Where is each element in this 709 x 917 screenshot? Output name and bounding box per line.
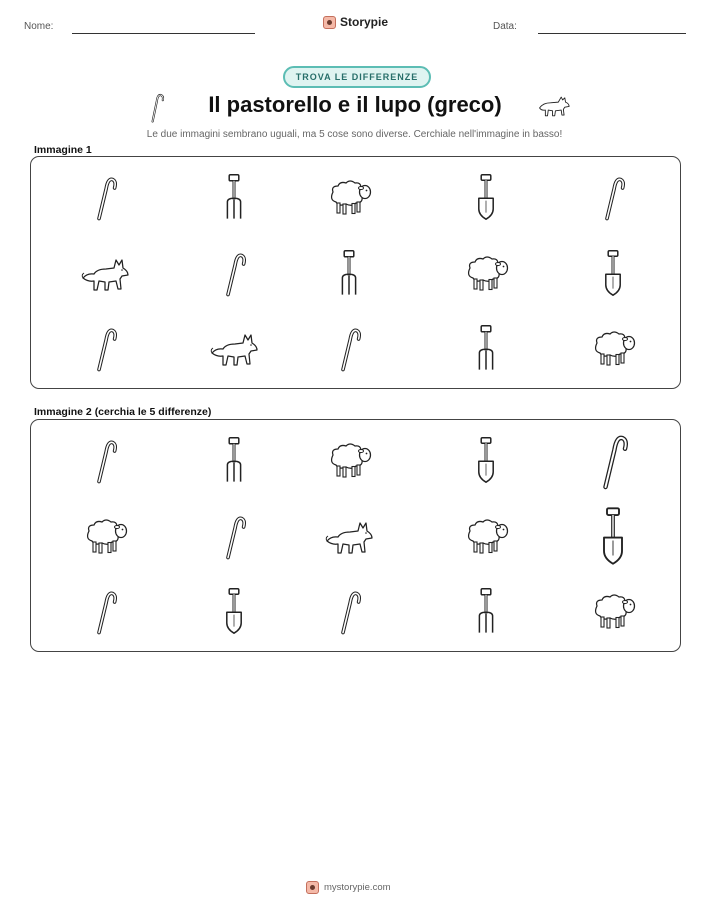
pitchfork-icon[interactable]	[222, 435, 246, 485]
brand-name: Storypie	[340, 15, 389, 29]
footer	[306, 881, 391, 894]
wolf-title-icon	[536, 90, 572, 125]
wolf-icon	[80, 251, 130, 295]
crook-icon	[601, 172, 625, 222]
page-title: Il pastorello e il lupo (greco)	[208, 92, 502, 117]
shovel-icon[interactable]	[598, 502, 628, 570]
sheep-icon[interactable]	[80, 515, 130, 557]
crook-icon	[337, 323, 361, 373]
date-label: Data:	[493, 21, 517, 32]
image-1-panel	[30, 156, 681, 389]
footer-url[interactable]: mystorypie.com	[324, 882, 391, 893]
shovel-icon	[601, 248, 625, 298]
sheep-icon[interactable]	[588, 590, 638, 632]
crook-icon	[222, 248, 246, 298]
crook-icon[interactable]	[93, 435, 117, 485]
brand	[323, 15, 388, 29]
crook-icon[interactable]	[337, 586, 361, 636]
crook-icon	[93, 172, 117, 222]
panel2-label: Immagine 2 (cerchia le 5 differenze)	[34, 406, 212, 418]
crook-icon[interactable]	[93, 586, 117, 636]
activity-badge: TROVA LE DIFFERENZE	[283, 66, 431, 88]
crook-icon[interactable]	[598, 427, 628, 493]
panel1-label: Immagine 1	[34, 144, 92, 156]
shovel-icon	[474, 172, 498, 222]
shovel-icon[interactable]	[222, 586, 246, 636]
wolf-icon	[209, 326, 259, 370]
sheep-icon	[461, 252, 511, 294]
wolf-icon[interactable]	[324, 514, 374, 558]
pitchfork-icon[interactable]	[474, 586, 498, 636]
shovel-icon[interactable]	[474, 435, 498, 485]
instructions: Le due immagini sembrano uguali, ma 5 cose sono diverse. Cerchiale nell'immagine in basso!	[146, 129, 563, 140]
storypie-logo-icon	[323, 16, 336, 29]
pitchfork-icon	[337, 248, 361, 298]
date-line[interactable]	[538, 33, 686, 34]
crook-title-icon	[147, 90, 165, 129]
sheep-icon[interactable]	[461, 515, 511, 557]
name-label: Nome:	[24, 21, 54, 32]
crook-icon[interactable]	[222, 511, 246, 561]
pitchfork-icon	[222, 172, 246, 222]
pitchfork-icon	[474, 323, 498, 373]
sheep-icon[interactable]	[324, 439, 374, 481]
sheep-icon	[588, 327, 638, 369]
name-line[interactable]	[72, 33, 255, 34]
image-2-panel[interactable]	[30, 419, 681, 652]
storypie-logo-icon	[306, 881, 319, 894]
crook-icon	[93, 323, 117, 373]
sheep-icon	[324, 176, 374, 218]
